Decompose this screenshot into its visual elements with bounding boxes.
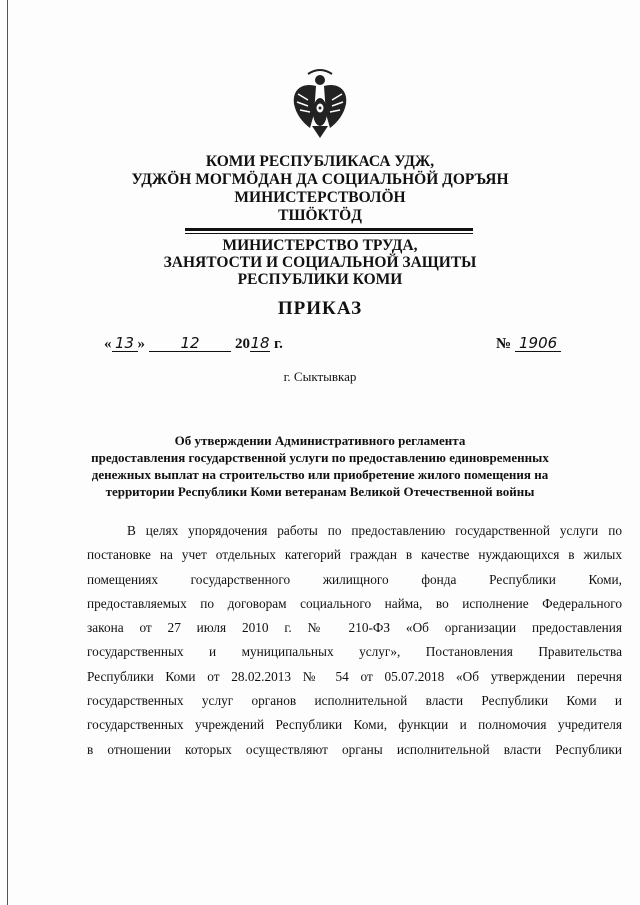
- header-divider-thin: [185, 233, 473, 234]
- title-line: Об утверждении Административного регламента: [174, 433, 466, 448]
- order-number: [496, 336, 561, 353]
- body-line: предоставляемых по договорам социального найма, во исполнение Федерального: [87, 595, 622, 611]
- header-divider-thick: [185, 228, 473, 231]
- body-line: постановке на учет отдельных категорий граждан в качестве нуждающихся в жилых: [87, 547, 622, 563]
- body-line: государственных учреждений Республики Коми, функции и полномочия учредителя: [87, 717, 622, 733]
- body-line: В целях упорядочения работы по предоставлению государственной услуги по: [127, 523, 622, 538]
- body-line: помещениях государственного жилищного фонда Республики Коми,: [87, 571, 622, 587]
- order-body: [87, 519, 622, 762]
- number-value: 1906: [515, 336, 561, 352]
- header-ministry-line: ЗАНЯТОСТИ И СОЦИАЛЬНОЙ ЗАЩИТЫ: [163, 254, 477, 271]
- komi-republic-crest-icon: [320, 82, 321, 100]
- number-label: №: [496, 336, 512, 352]
- date-year-prefix: 20: [235, 336, 250, 352]
- city: г. Сыктывкар: [283, 369, 357, 384]
- body-line: Республики Коми от 28.02.2013 № 54 от 05.07.2018 «Об утверждении перечня: [87, 668, 622, 684]
- header-ministry-line: РЕСПУБЛИКИ КОМИ: [237, 271, 403, 288]
- title-line: территории Республики Коми ветеранам Великой Отечественной войны: [105, 484, 535, 499]
- title-line: предоставления государственной услуги по предоставлению единовременных: [91, 450, 549, 465]
- order-title: [0, 432, 640, 500]
- date-close-quote: »: [137, 336, 145, 352]
- header-komi-line: МИНИСТЕРСТВОЛӦН: [234, 189, 406, 206]
- header-komi-line: ТШӦКТӦД: [278, 207, 362, 224]
- header-komi: [0, 153, 640, 225]
- header-komi-line: КОМИ РЕСПУБЛИКАСА УДЖ,: [205, 153, 435, 170]
- header-komi-line: УДЖӦН МОГМӦДАН ДА СОЦИАЛЬНӦЙ ДОРЪЯН: [131, 171, 509, 188]
- date-year-suffix: 18: [250, 334, 270, 352]
- body-line: государственных услуг органов исполнительной власти Республики Коми и: [87, 693, 622, 709]
- title-line: денежных выплат на строительство или приобретение жилого помещения на: [91, 467, 549, 482]
- header-ministry-line: МИНИСТЕРСТВО ТРУДА,: [222, 237, 418, 254]
- order-date: [104, 336, 283, 353]
- body-line: закона от 27 июля 2010 г. № 210-ФЗ «Об организации предоставления: [87, 620, 622, 636]
- body-line: в отношении которых осуществляют органы исполнительной власти Республики: [87, 741, 622, 757]
- document-type: ПРИКАЗ: [277, 298, 363, 319]
- header-ministry: [0, 237, 640, 288]
- body-line: государственных и муниципальных услуг», Постановления Правительства: [87, 644, 622, 660]
- date-year-unit: г.: [274, 336, 283, 352]
- date-day: 13: [112, 336, 138, 352]
- date-open-quote: «: [104, 336, 112, 352]
- date-month: 12: [149, 336, 231, 352]
